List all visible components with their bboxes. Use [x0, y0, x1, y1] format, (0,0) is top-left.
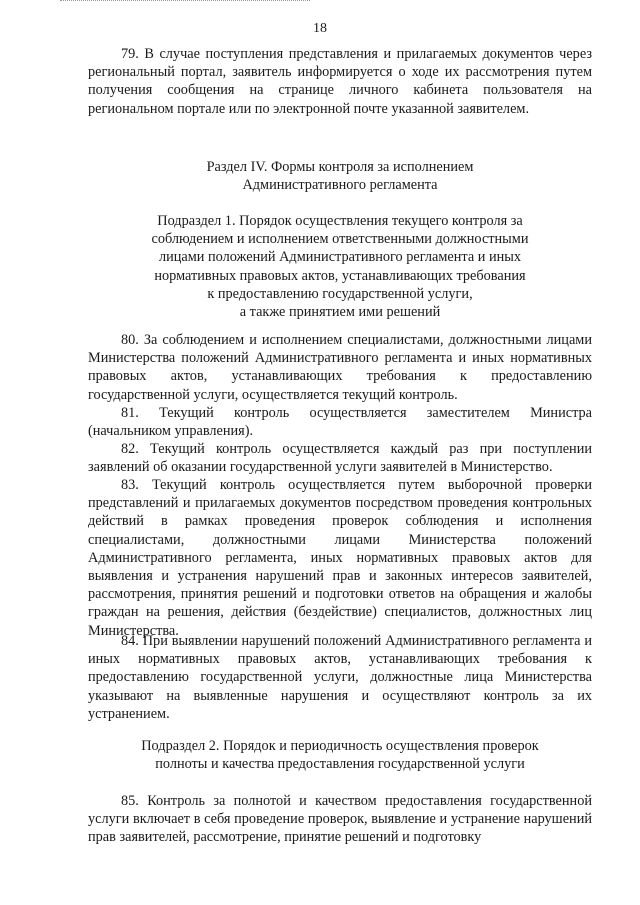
subsection-2-heading	[100, 737, 580, 773]
paragraph-84: 84. При выявлении нарушений положений Административного регламента и иных нормативных правовых актов, устанавливающих требования к предоставлению государственной услуги, должностные лица Министерства указывают на выявленные нарушения и осуществляют контроль за их устранением.	[88, 633, 592, 722]
paragraph-81: 81. Текущий контроль осуществляется заместителем Министра (начальником управления).	[88, 405, 592, 440]
paragraph-80: 80. За соблюдением и исполнением специалистами, должностными лицами Министерства положений Административного регламента и иных нормативных правовых актов, устанавливающих требования к предоставлению государственной услуги, осуществляется текущий контроль.	[88, 332, 592, 403]
page-number: 18	[313, 21, 327, 36]
section-4-heading	[100, 158, 580, 194]
paragraph-83: 83. Текущий контроль осуществляется путем выборочной проверки представлений и прилагаемых документов посредством проведения контрольных действий в рамках проведения проверок соблюдения и исполнения специалистами, должностными лицами Министерства положений Административного регламента, иных нормативных правовых актов для выявления и устранения нарушений прав и законных интересов заявителей, рассмотрения, принятия решений и подготовки ответов на обращения и жалобы граждан на решения, действия (бездействие) специалистов, должностных лиц Министерства.	[88, 477, 592, 639]
subsection-1-heading	[100, 212, 580, 321]
paragraph-85: 85. Контроль за полнотой и качеством предоставления государственной услуги включает в себя проведение проверок, выявление и устранение нарушений прав заявителей, рассмотрение, принятие решений и подготовку	[88, 793, 592, 846]
paragraph-82: 82. Текущий контроль осуществляется каждый раз при поступлении заявлений об оказании государственной услуги заявителей в Министерство.	[88, 441, 592, 476]
subsection-1-heading-line: нормативных правовых актов, устанавливающих требования	[154, 267, 526, 284]
subsection-1-heading-line: соблюдением и исполнением ответственными должностными	[151, 231, 529, 248]
subsection-1-heading-line: лицами положений Административного регламента и иных	[158, 249, 522, 266]
paragraph-79: 79. В случае поступления представления и прилагаемых документов через региональный портал, заявитель информируется о ходе их рассмотрения путем получения сообщения на странице личного кабинета пользователя на региональном портале или по электронной почте указанной заявителем.	[88, 46, 592, 117]
section-4-heading-line: Административного регламента	[242, 177, 438, 194]
subsection-1-heading-line: к предоставлению государственной услуги,	[207, 285, 473, 302]
section-4-heading-line: Раздел IV. Формы контроля за исполнением	[206, 159, 474, 175]
subsection-2-heading-line: полноты и качества предоставления государственной услуги	[155, 756, 525, 773]
scan-artifact-line	[60, 0, 310, 3]
subsection-1-heading-line: а также принятием ими решений	[239, 304, 441, 321]
subsection-1-heading-line: Подраздел 1. Порядок осуществления текущего контроля за	[157, 213, 523, 229]
subsection-2-heading-line: Подраздел 2. Порядок и периодичность осуществления проверок	[141, 738, 539, 754]
